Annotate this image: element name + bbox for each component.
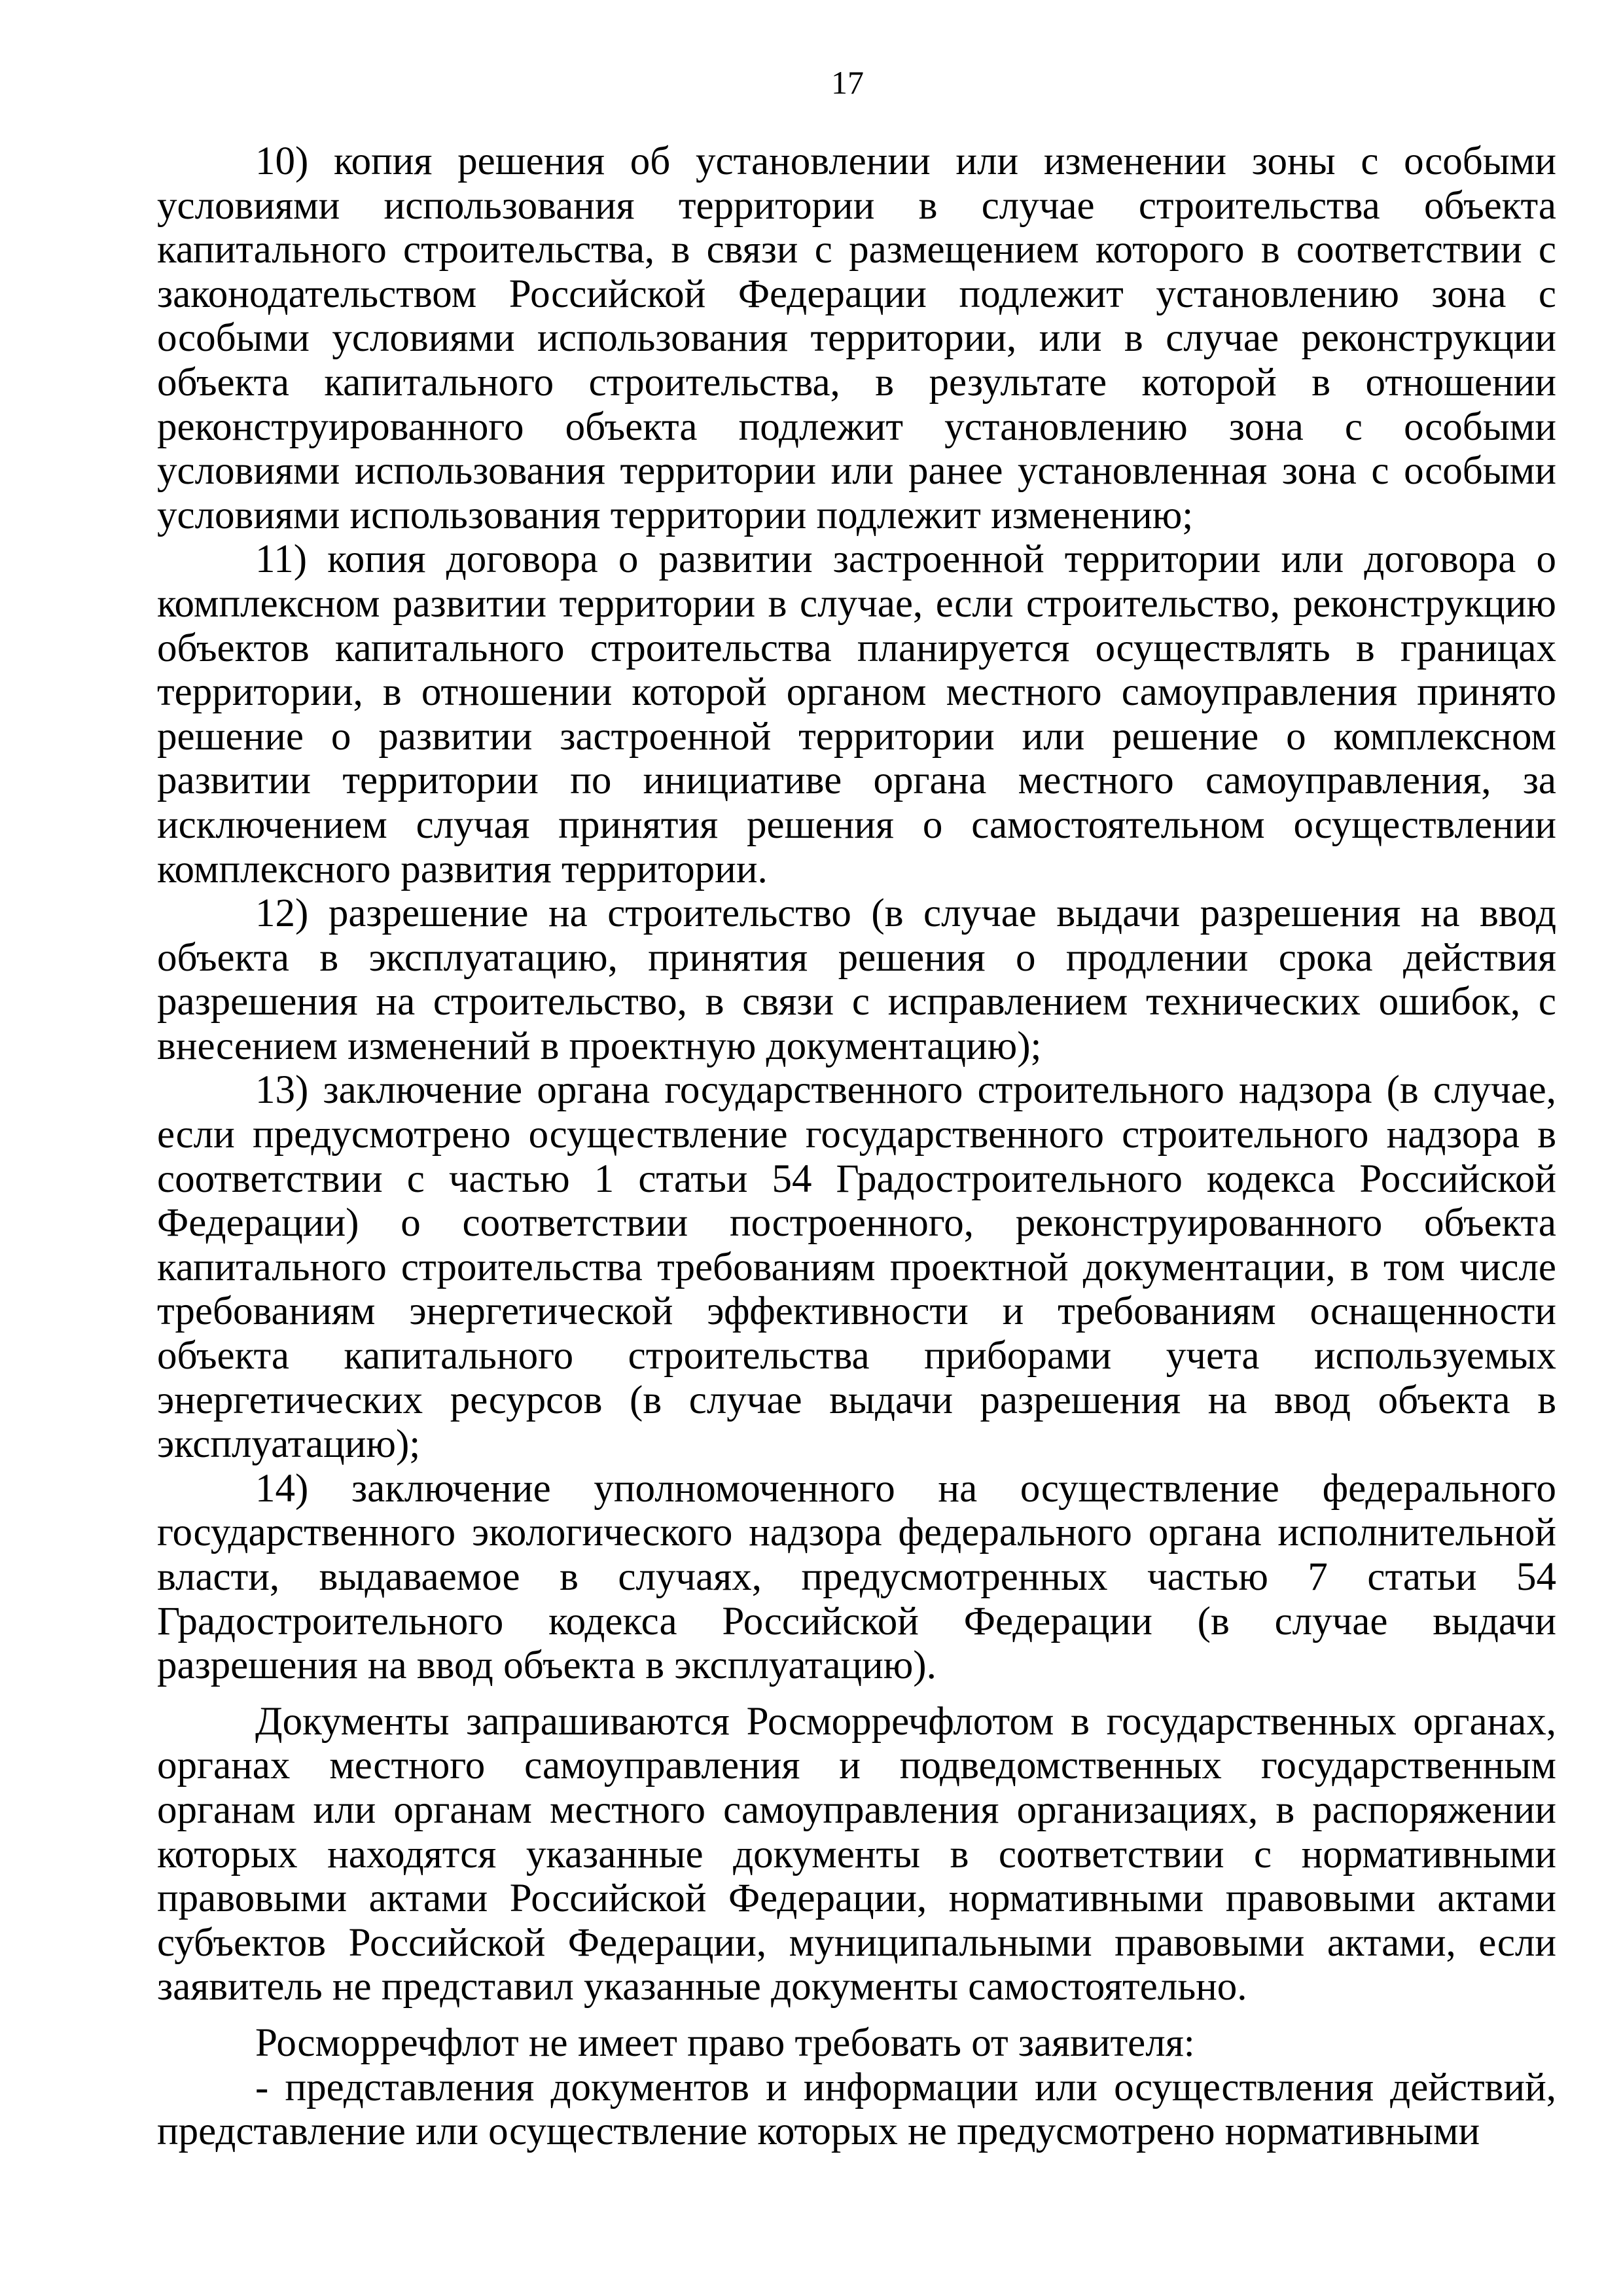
paragraph-item-12: 12) разрешение на строительство (в случае выдачи разрешения на ввод объекта в эксплуатацию, принятия решения о продлении срока действия разрешения на строительство, в связи с исправлением технических ошибок, с внесением изменений в проектную документацию); [157,891,1556,1068]
page-number: 17 [831,64,864,101]
document-body [157,139,1556,2154]
paragraph-prohibitions-intro: Росморречфлот не имеет право требовать от заявителя: [255,2020,1195,2065]
paragraph-item-10: 10) копия решения об установлении или изменении зоны с особыми условиями использования территории в случае строительства объекта капитального строительства, в связи с размещением которого в соответствии с законодательством Российской Федерации подлежит установлению зона с особыми условиями использования территории, или в случае реконструкции объекта капитального строительства, в результате которой в отношении реконструированного объекта подлежит установлению зона с особыми условиями использования территории или ранее установленная зона с особыми условиями использования территории подлежит изменению; [157,139,1556,537]
paragraph-item-11: 11) копия договора о развитии застроенной территории или договора о комплексном развитии территории в случае, если строительство, реконструкцию объектов капитального строительства планируется осуществлять в границах территории, в отношении которой органом местного самоуправления принято решение о развитии застроенной территории или решение о комплексном развитии территории по инициативе органа местного самоуправления, за исключением случая принятия решения о самостоятельном осуществлении комплексного развития территории. [157,537,1556,891]
paragraph-documents-request: Документы запрашиваются Росморречфлотом в государственных органах, органах местного самоуправления и подведомственных государственным органам или органам местного самоуправления организациях, в распоряжении которых находятся указанные документы в соответствии с нормативными правовыми актами Российской Федерации, нормативными правовыми актами субъектов Российской Федерации, муниципальными правовыми актами, если заявитель не представил указанные документы самостоятельно. [157,1699,1556,2009]
paragraph-item-13: 13) заключение органа государственного строительного надзора (в случае, если предусмотрено осуществление государственного строительного надзора в соответствии с частью 1 статьи 54 Градостроительного кодекса Российской Федерации) о соответствии построенного, реконструированного объекта капитального строительства требованиям проектной документации, в том числе требованиям энергетической эффективности и требованиям оснащенности объекта капитального строительства приборами учета используемых энергетических ресурсов (в случае выдачи разрешения на ввод объекта в эксплуатацию); [157,1068,1556,1467]
paragraph-prohibition-item: - представления документов и информации или осуществления действий, представление или осуществление которых не предусмотрено нормативными [157,2065,1556,2154]
paragraph-item-14: 14) заключение уполномоченного на осуществление федерального государственного экологического надзора федерального органа исполнительной власти, выдаваемое в случаях, предусмотренных частью 7 статьи 54 Градостроительного кодекса Российской Федерации (в случае выдачи разрешения на ввод объекта в эксплуатацию). [157,1466,1556,1688]
